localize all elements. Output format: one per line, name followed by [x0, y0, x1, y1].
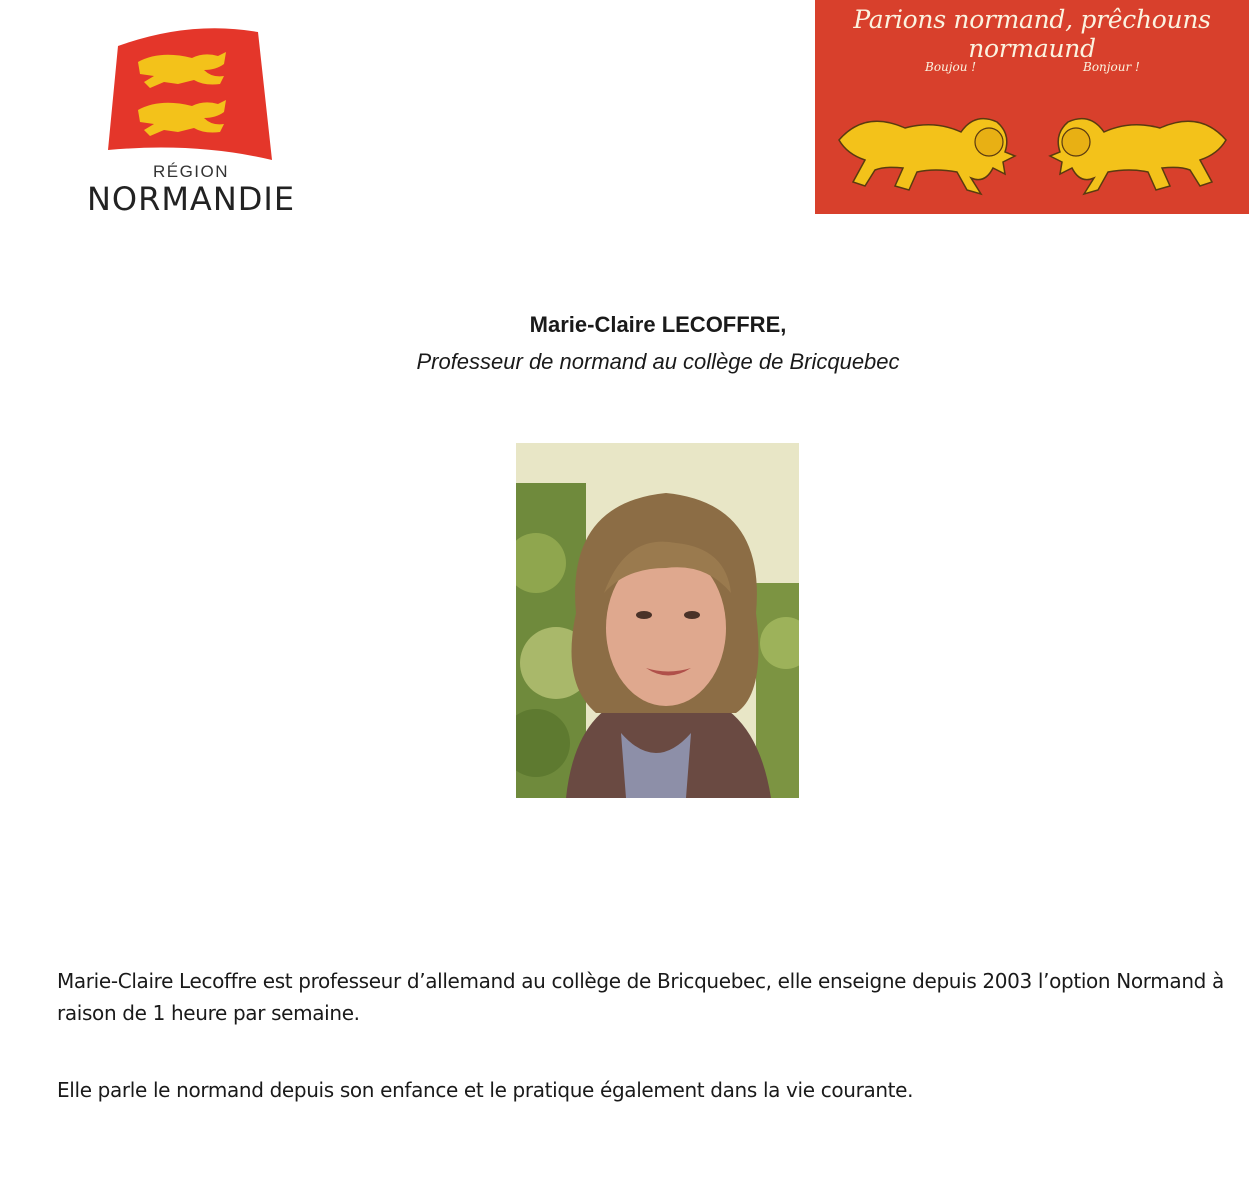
- speech-bubble-right: Bonjour !: [1083, 60, 1140, 74]
- teacher-title: Professeur de normand au collège de Bricquebec: [416, 349, 900, 374]
- speech-bubble-left: Boujou !: [925, 60, 977, 74]
- bio-paragraph-2: Elle parle le normand depuis son enfance et le pratique également dans la vie courante.: [57, 1078, 914, 1102]
- parions-normand-banner: [815, 0, 1249, 214]
- teacher-portrait-photo: [516, 443, 799, 798]
- lion-right-icon: [1045, 90, 1230, 200]
- lion-left-icon: [835, 90, 1020, 200]
- logo-region-text: RÉGION: [152, 162, 230, 181]
- banner-title: Parions normand, prêchouns normaund: [853, 5, 1211, 63]
- logo-normandie-text: NORMANDIE: [86, 180, 296, 218]
- teacher-name: Marie-Claire LECOFFRE,: [529, 312, 787, 337]
- region-normandie-logo-flag: [100, 24, 278, 164]
- bio-paragraph-1: Marie-Claire Lecoffre est professeur d’allemand au collège de Bricquebec, elle enseigne depuis 2003 l’option Normand à raison de 1 heure par semaine.: [57, 969, 1224, 1025]
